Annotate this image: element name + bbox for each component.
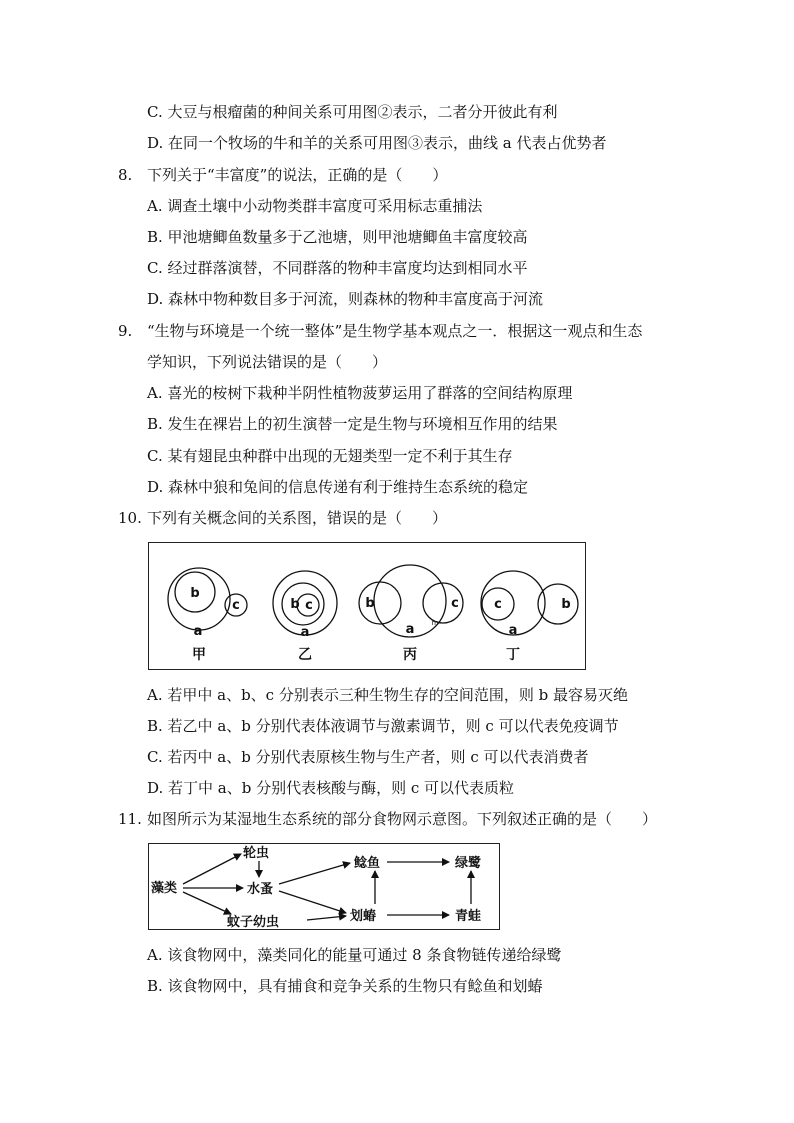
q7-option-c: C. 大豆与根瘤菌的种间关系可用图②表示，二者分开彼此有利 bbox=[147, 103, 558, 121]
arrow-algae-rotifer bbox=[183, 854, 241, 884]
venn-bing-small-mark: m bbox=[431, 619, 439, 627]
q9-option-b: B. 发生在裸岩上的初生演替一定是生物与环境相互作用的结果 bbox=[147, 415, 558, 433]
q10-venn-figure bbox=[148, 542, 586, 670]
q8-option-a: A. 调查土壤中小动物类群丰富度可采用标志重捕法 bbox=[147, 197, 483, 215]
venn-yi-label-b: b bbox=[290, 597, 300, 612]
foodweb-node-water-flea: 水蚤 bbox=[247, 882, 274, 897]
venn-ding-label-a: a bbox=[508, 623, 518, 638]
arrow-mosquito-nymph bbox=[307, 916, 346, 920]
venn-yi-label-c: c bbox=[305, 598, 313, 613]
q9-number: 9. bbox=[118, 322, 133, 340]
venn-bing-label-a: a bbox=[405, 622, 415, 637]
venn-yi-label-a: a bbox=[300, 625, 310, 640]
q11-stem-text: 如图所示为某湿地生态系统的部分食物网示意图。下列叙述正确的是（ ） bbox=[147, 810, 658, 828]
q10-venn-svg bbox=[149, 543, 585, 669]
venn-ding-label-b: b bbox=[561, 597, 571, 612]
venn-bing-label-c: c bbox=[451, 596, 459, 611]
venn-jia-label-a: a bbox=[193, 624, 203, 639]
venn-jia-label-c: c bbox=[232, 598, 240, 613]
foodweb-node-mosquito-larva: 蚊子幼虫 bbox=[227, 915, 280, 929]
q10-option-b: B. 若乙中 a、b 分别代表体液调节与激素调节，则 c 可以代表免疫调节 bbox=[147, 717, 619, 735]
venn-ding-circle-b bbox=[538, 584, 578, 624]
q9-stem-line2: 学知识，下列说法错误的是（ ） bbox=[147, 353, 388, 371]
foodweb-node-algae: 藻类 bbox=[151, 881, 178, 896]
q10-option-a: A. 若甲中 a、b、c 分别表示三种生物生存的空间范围，则 b 最容易灭绝 bbox=[147, 686, 628, 704]
arrow-water-flea-carp bbox=[279, 863, 350, 884]
venn-caption-bing: 丙 bbox=[403, 647, 417, 663]
foodweb-node-frog: 青蛙 bbox=[455, 909, 482, 924]
q11-foodweb-figure bbox=[148, 843, 500, 930]
venn-bing-label-b: b bbox=[365, 596, 375, 611]
q8-option-c: C. 经过群落演替，不同群落的物种丰富度均达到相同水平 bbox=[147, 259, 528, 277]
arrow-water-flea-nymph bbox=[279, 891, 346, 913]
foodweb-node-rotifer: 轮虫 bbox=[243, 846, 270, 861]
q9-option-c: C. 某有翅昆虫种群中出现的无翅类型一定不利于其生存 bbox=[147, 447, 513, 465]
q7-option-d: D. 在同一个牧场的牛和羊的关系可用图③表示，曲线 a 代表占优势者 bbox=[147, 134, 607, 152]
venn-ding-label-c: c bbox=[494, 597, 502, 612]
q10-number: 10. bbox=[118, 509, 142, 527]
q8-stem bbox=[118, 165, 447, 185]
arrow-algae-mosquito bbox=[183, 892, 231, 914]
q9-stem-text-1: “生物与环境是一个统一整体”是生物学基本观点之一．根据这一观点和生态 bbox=[147, 322, 643, 340]
q11-option-b: B. 该食物网中，具有捕食和竞争关系的生物只有鲶鱼和划蝽 bbox=[147, 977, 543, 995]
q11-foodweb-svg bbox=[149, 844, 499, 929]
foodweb-node-dragonfly-nymph: 划蝽 bbox=[350, 909, 377, 924]
q11-number: 11. bbox=[118, 810, 142, 828]
q8-number: 8. bbox=[118, 166, 133, 184]
venn-caption-yi: 乙 bbox=[298, 647, 312, 663]
venn-jia-label-b: b bbox=[190, 586, 200, 601]
q8-option-b: B. 甲池塘鲫鱼数量多于乙池塘，则甲池塘鲫鱼丰富度较高 bbox=[147, 228, 528, 246]
q10-stem bbox=[118, 508, 447, 528]
q10-option-d: D. 若丁中 a、b 分别代表核酸与酶，则 c 可以代表质粒 bbox=[147, 779, 515, 797]
q11-option-a: A. 该食物网中，藻类同化的能量可通过 8 条食物链传递给绿鹭 bbox=[147, 946, 562, 964]
q9-option-a: A. 喜光的桉树下栽种半阴性植物菠萝运用了群落的空间结构原理 bbox=[147, 384, 573, 402]
venn-caption-ding: 丁 bbox=[506, 647, 520, 663]
q10-option-c: C. 若丙中 a、b 分别代表原核生物与生产者，则 c 可以代表消费者 bbox=[147, 748, 589, 766]
q9-option-d: D. 森林中狼和兔间的信息传递有利于维持生态系统的稳定 bbox=[147, 478, 529, 496]
foodweb-node-heron: 绿鹭 bbox=[455, 856, 482, 871]
q9-stem-line1 bbox=[118, 321, 642, 341]
q8-option-d: D. 森林中物种数目多于河流，则森林的物种丰富度高于河流 bbox=[147, 290, 544, 308]
foodweb-node-silver-carp: 鲶鱼 bbox=[354, 856, 381, 871]
q8-stem-text: 下列关于“丰富度”的说法，正确的是（ ） bbox=[147, 166, 448, 184]
venn-caption-jia: 甲 bbox=[192, 647, 206, 663]
q11-stem bbox=[118, 809, 657, 829]
q10-stem-text: 下列有关概念间的关系图，错误的是（ ） bbox=[147, 509, 448, 527]
venn-yi-circle-b bbox=[282, 583, 324, 625]
